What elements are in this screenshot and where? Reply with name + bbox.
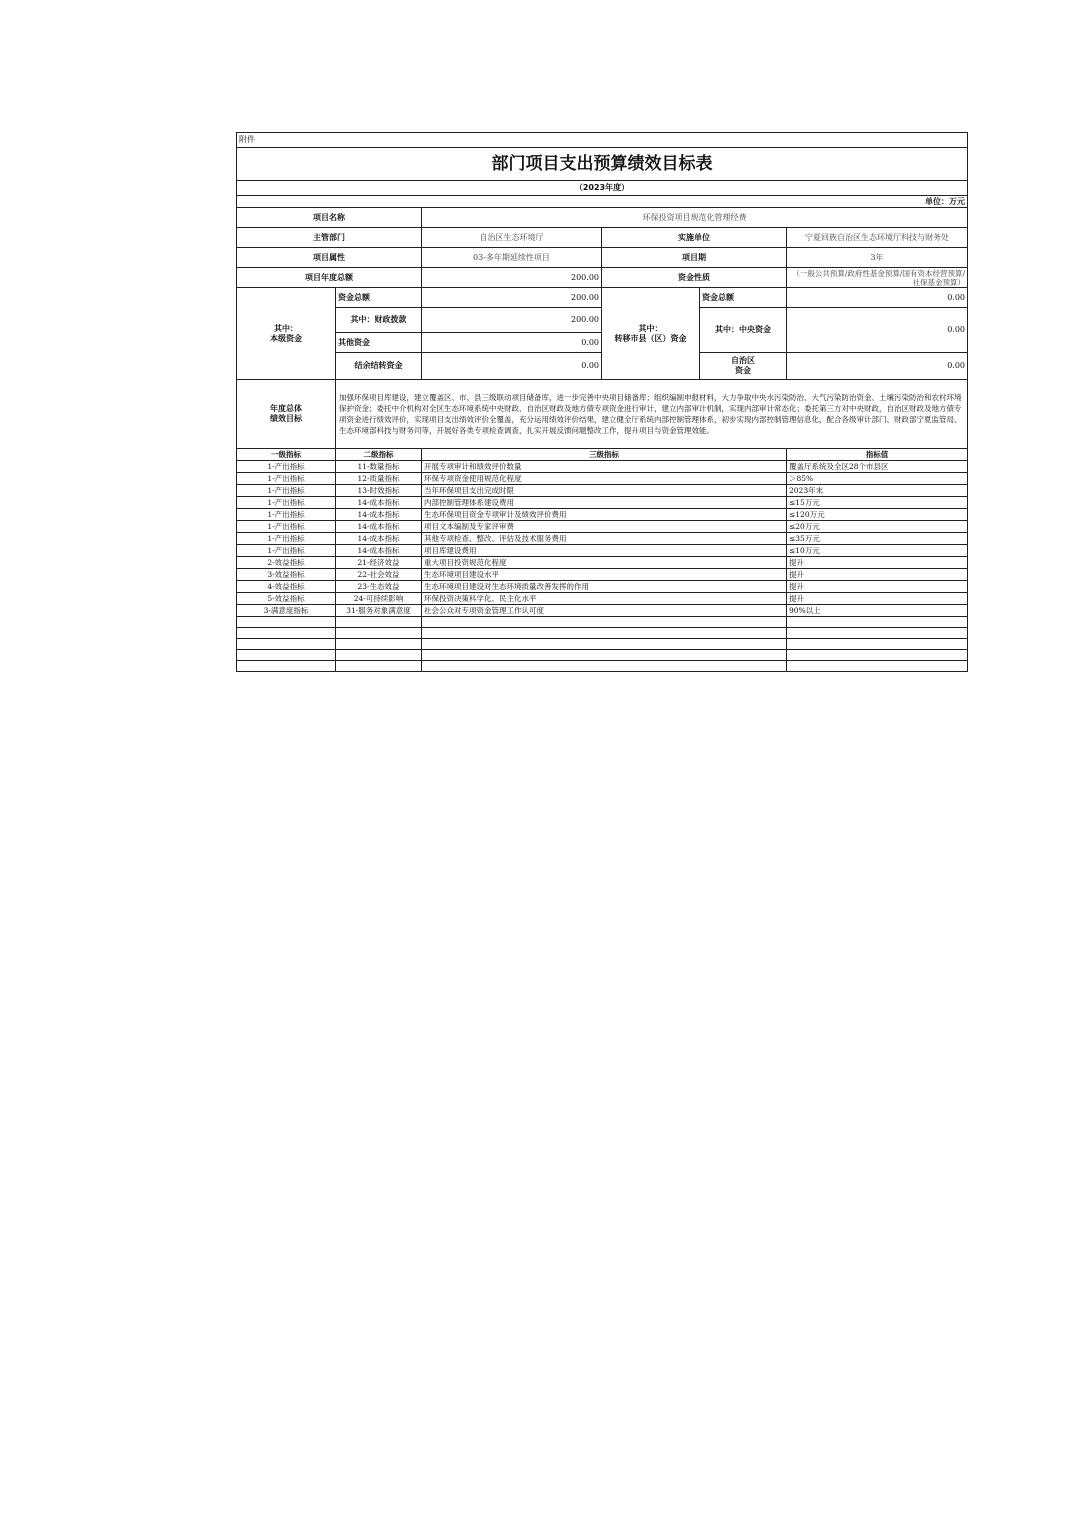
indicator-l1: 5-效益指标 bbox=[237, 593, 336, 605]
indicator-l2: 14-成本指标 bbox=[336, 509, 422, 521]
indicator-l2: 23-生态效益 bbox=[336, 581, 422, 593]
project-period-value: 3年 bbox=[787, 248, 968, 268]
impl-unit-label: 实施单位 bbox=[602, 228, 787, 248]
central-funds-value: 0.00 bbox=[787, 308, 968, 353]
indicator-value: 提升 bbox=[787, 557, 968, 569]
indicator-l2: 14-成本指标 bbox=[336, 497, 422, 509]
indicator-l3: 生态环保项目资金专项审计及绩效评价费用 bbox=[422, 509, 787, 521]
dept-label: 主管部门 bbox=[237, 228, 422, 248]
annual-total-value: 200.00 bbox=[422, 268, 602, 288]
indicator-value: 提升 bbox=[787, 581, 968, 593]
table-row bbox=[237, 521, 968, 533]
annual-total-label: 项目年度总额 bbox=[237, 268, 422, 288]
indicator-header-l2: 二级指标 bbox=[336, 449, 422, 461]
indicator-l3: 其他专项检查、整改、评估及技术服务费用 bbox=[422, 533, 787, 545]
indicator-l3: 生态环境项目建设水平 bbox=[422, 569, 787, 581]
indicator-l3: 开展专项审计和绩效评价数量 bbox=[422, 461, 787, 473]
indicator-header-l1: 一级指标 bbox=[237, 449, 336, 461]
indicator-l3: 社会公众对专项资金管理工作认可度 bbox=[422, 605, 787, 617]
budget-performance-sheet bbox=[236, 132, 967, 672]
empty-row bbox=[237, 639, 968, 650]
indicator-header-l3: 三级指标 bbox=[422, 449, 787, 461]
annual-goal-text: 加强环保项目库建设，建立覆盖区、市、县三级联动项目储备库，进一步完善中央项目储备库；组织编制申报材料，大力争取中央水污染防治、大气污染防治资金、土壤污染防治和农村环境保护资金；委托中介机构对全区生态环境系统中央财政、自治区财政及地方债专项资金进行审计，建立内部审计机制，实现内部审计常态化；委托第三方对中央财政，自治区财政及地方债专项资金进行绩效评价，实现项目支出绩效评价全覆盖，充分运用绩效评价结果，建立健全厅系统内部控制管理体系，初步实现内部控制管理信息化，配合各级审计部门、财政部宁夏监管局、生态环境部科技与财务司等，开展好各类专项检查调查，扎实开展反馈问题整改工作，提升项目与资金管理效能。 bbox=[336, 380, 968, 449]
indicator-value: 提升 bbox=[787, 569, 968, 581]
table-row bbox=[237, 605, 968, 617]
indicator-l1: 3-满意度指标 bbox=[237, 605, 336, 617]
indicator-l1: 1-产出指标 bbox=[237, 533, 336, 545]
indicator-l1: 1-产出指标 bbox=[237, 485, 336, 497]
indicator-l1: 2-效益指标 bbox=[237, 557, 336, 569]
table-row bbox=[237, 461, 968, 473]
indicator-l1: 4-效益指标 bbox=[237, 581, 336, 593]
region-funds-label: 自治区 资金 bbox=[700, 353, 787, 380]
table-row bbox=[237, 497, 968, 509]
indicator-l3: 项目文本编制及专家评审费 bbox=[422, 521, 787, 533]
empty-row bbox=[237, 617, 968, 628]
indicator-l1: 3-效益指标 bbox=[237, 569, 336, 581]
table-row bbox=[237, 581, 968, 593]
unit-label: 单位：万元 bbox=[237, 196, 968, 208]
empty-row bbox=[237, 650, 968, 661]
indicator-l1: 1-产出指标 bbox=[237, 545, 336, 557]
transfer-funds-group-label: 其中： 转移市县（区）资金 bbox=[602, 288, 700, 380]
project-name-value: 环保投资项目规范化管理经费 bbox=[422, 208, 968, 228]
table-row bbox=[237, 533, 968, 545]
other-funds-value: 0.00 bbox=[422, 333, 602, 353]
indicator-l3: 重大项目投资规范化程度 bbox=[422, 557, 787, 569]
attachment-label: 附件 bbox=[237, 133, 968, 148]
transfer-total-label: 资金总额 bbox=[700, 288, 787, 308]
indicator-value: ≤120万元 bbox=[787, 509, 968, 521]
project-attr-value: 03-多年期延续性项目 bbox=[422, 248, 602, 268]
fiscal-funds-label: 其中：财政拨款 bbox=[336, 308, 422, 333]
fund-nature-label: 资金性质 bbox=[602, 268, 787, 288]
fund-total-label: 资金总额 bbox=[336, 288, 422, 308]
indicator-l1: 1-产出指标 bbox=[237, 473, 336, 485]
table-row bbox=[237, 509, 968, 521]
indicator-value: ≤10万元 bbox=[787, 545, 968, 557]
table-row bbox=[237, 485, 968, 497]
table-row bbox=[237, 569, 968, 581]
indicator-l1: 1-产出指标 bbox=[237, 461, 336, 473]
impl-unit-value: 宁夏回族自治区生态环境厅科技与财务处 bbox=[787, 228, 968, 248]
region-funds-value: 0.00 bbox=[787, 353, 968, 380]
local-funds-group-label: 其中： 本级资金 bbox=[237, 288, 336, 380]
table-row bbox=[237, 593, 968, 605]
indicator-l2: 11-数量指标 bbox=[336, 461, 422, 473]
table-row bbox=[237, 473, 968, 485]
indicator-value: 2023年末 bbox=[787, 485, 968, 497]
indicator-l3: 当年环保项目支出完成时限 bbox=[422, 485, 787, 497]
project-attr-label: 项目属性 bbox=[237, 248, 422, 268]
indicator-value: ≤15万元 bbox=[787, 497, 968, 509]
fund-nature-value: （一般公共预算/政府性基金预算/国有资本经营预算/社保基金预算） bbox=[787, 268, 968, 288]
indicator-l3: 生态环境项目建设对生态环境质量改善发挥的作用 bbox=[422, 581, 787, 593]
carryover-funds-value: 0.00 bbox=[422, 353, 602, 380]
indicator-l2: 21-经济效益 bbox=[336, 557, 422, 569]
central-funds-label: 其中：中央资金 bbox=[700, 308, 787, 353]
indicator-l2: 22-社会效益 bbox=[336, 569, 422, 581]
indicator-l3: 环保专项资金使用规范化程度 bbox=[422, 473, 787, 485]
indicator-value: ＞85% bbox=[787, 473, 968, 485]
dept-value: 自治区生态环境厅 bbox=[422, 228, 602, 248]
indicator-value: 覆盖厅系统及全区28个市县区 bbox=[787, 461, 968, 473]
indicator-l2: 14-成本指标 bbox=[336, 533, 422, 545]
indicator-l3: 环保投资决策科学化、民主化水平 bbox=[422, 593, 787, 605]
fund-total-value: 200.00 bbox=[422, 288, 602, 308]
page-title: 部门项目支出预算绩效目标表 bbox=[237, 148, 968, 181]
empty-row bbox=[237, 661, 968, 672]
indicator-l2: 14-成本指标 bbox=[336, 521, 422, 533]
year-label: （2023年度） bbox=[237, 181, 968, 196]
table-row bbox=[237, 557, 968, 569]
table-row bbox=[237, 545, 968, 557]
indicator-value: ≤35万元 bbox=[787, 533, 968, 545]
indicator-l2: 13-时效指标 bbox=[336, 485, 422, 497]
indicator-value: 90%以上 bbox=[787, 605, 968, 617]
indicator-value: 提升 bbox=[787, 593, 968, 605]
indicator-l3: 内部控制管理体系建设费用 bbox=[422, 497, 787, 509]
fiscal-funds-value: 200.00 bbox=[422, 308, 602, 333]
performance-table bbox=[236, 132, 968, 672]
transfer-total-value: 0.00 bbox=[787, 288, 968, 308]
indicator-l2: 31-服务对象满意度 bbox=[336, 605, 422, 617]
indicator-value: ≤20万元 bbox=[787, 521, 968, 533]
carryover-funds-label: 结余结转资金 bbox=[336, 353, 422, 380]
indicator-l3: 项目库建设费用 bbox=[422, 545, 787, 557]
indicator-header-value: 指标值 bbox=[787, 449, 968, 461]
indicator-l2: 14-成本指标 bbox=[336, 545, 422, 557]
project-period-label: 项目期 bbox=[602, 248, 787, 268]
indicator-l2: 24-可持续影响 bbox=[336, 593, 422, 605]
indicator-l1: 1-产出指标 bbox=[237, 509, 336, 521]
annual-goal-label: 年度总体 绩效目标 bbox=[237, 380, 336, 449]
project-name-label: 项目名称 bbox=[237, 208, 422, 228]
other-funds-label: 其他资金 bbox=[336, 333, 422, 353]
indicator-l2: 12-质量指标 bbox=[336, 473, 422, 485]
indicator-l1: 1-产出指标 bbox=[237, 497, 336, 509]
empty-row bbox=[237, 628, 968, 639]
indicator-l1: 1-产出指标 bbox=[237, 521, 336, 533]
